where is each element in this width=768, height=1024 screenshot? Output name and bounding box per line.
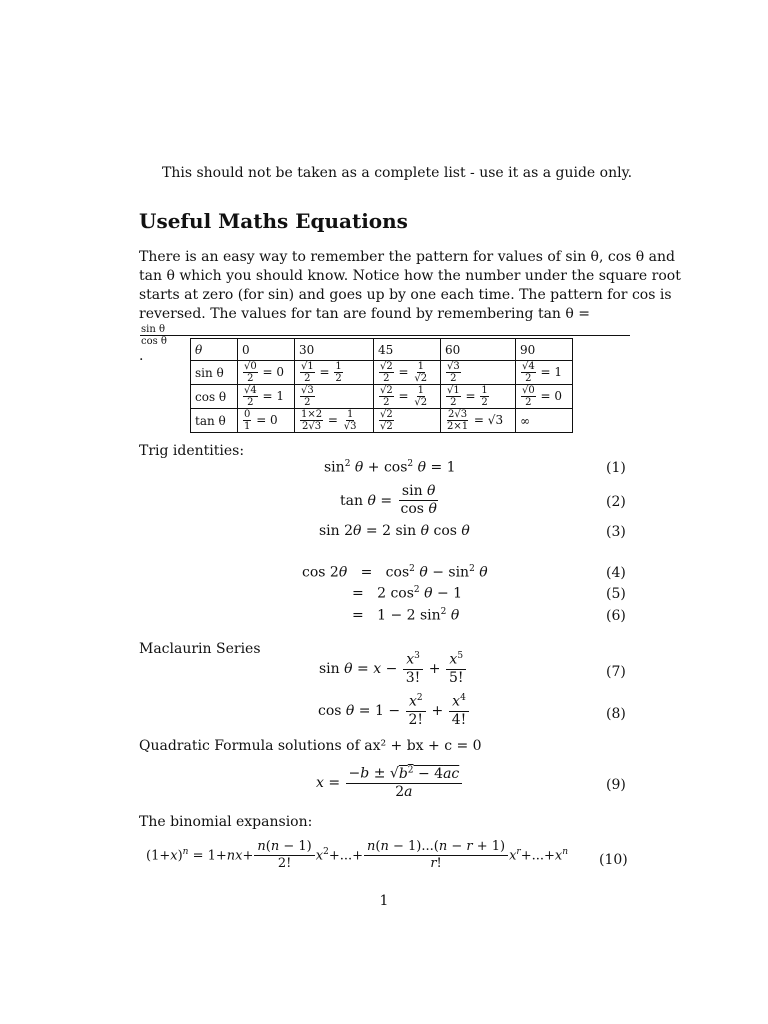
equation-10: $(1+x)^n = 1+nx+$ $\frac{n(n - 1)}{2!}$ $x^2+...+$ $\frac{n(n - 1)...(n - r + 1)}{r!}$ $x^r+...+x^n$	[146, 839, 569, 872]
table-header-cell: 90	[516, 339, 573, 361]
equation-9: x = $\frac{-b \pm √b^2 - 4ac}{2a}$	[316, 766, 463, 800]
table-header-cell: 0	[238, 339, 295, 361]
table-header-cell: 45	[374, 339, 441, 361]
row-label: sin θ	[191, 361, 238, 385]
fraction-denominator: cos θ	[141, 336, 167, 347]
table-cell: ∞	[516, 409, 573, 433]
table-header-cell: 60	[441, 339, 516, 361]
equation-3: sin 2θ = 2 sin θ cos θ	[319, 523, 470, 539]
page-title: Useful Maths Equations	[139, 209, 408, 233]
equation-8: cos θ = 1 − $\frac{x^2}{2!}$ + $\frac{x^4}{4!}$	[318, 694, 470, 728]
table-cell: $\frac{√2}{2}$ = $\frac{1}{√2}$	[374, 361, 441, 385]
equation-number: (5)	[606, 586, 626, 602]
equation-number: (4)	[606, 565, 626, 581]
paragraph-line: reversed. The values for tan are found by remembering tan θ =	[139, 306, 591, 322]
maclaurin-label: Maclaurin Series	[139, 641, 261, 657]
binomial-label: The binomial expansion:	[139, 814, 313, 830]
equation-2: tan θ = $\frac{\text{sin θ}}{\text{cos θ}}$	[340, 483, 437, 518]
table-cell: $\frac{√2}{√2}$	[374, 409, 441, 433]
table-cell: $\frac{√3}{2}$	[295, 385, 374, 409]
table-header-cell: 30	[295, 339, 374, 361]
fraction-numerator: sin θ	[140, 324, 630, 336]
equation-7: sin θ = x − $\frac{x^3}{3!}$ + $\frac{x^5}{5!}$	[319, 652, 468, 686]
page-number: 1	[379, 893, 389, 909]
trig-identities-label: Trig identities:	[139, 443, 245, 459]
row-label: cos θ	[191, 385, 238, 409]
trig-values-table	[190, 338, 573, 433]
intro-note: This should not be taken as a complete list - use it as a guide only.	[162, 165, 633, 181]
equation-6: = 1 − 2 $\sin^2 \theta$	[352, 607, 460, 624]
table-cell: $\frac{0}{1}$ = 0	[238, 409, 295, 433]
table-header-cell: θ	[191, 339, 238, 361]
equation-number: (2)	[606, 494, 626, 510]
table-row	[191, 385, 573, 409]
table-cell: $\frac{√0}{2}$ = 0	[238, 361, 295, 385]
paragraph-line: starts at zero (for sin) and goes up by one each time. The pattern for cos is	[139, 287, 672, 303]
equation-number: (3)	[606, 524, 626, 540]
table-row	[191, 409, 573, 433]
paragraph-line-last: reversed. The values for tan are found by remembering tan θ = sin θ cos θ .	[139, 305, 631, 366]
equation-4: $\cos 2\theta = \cos^2 \theta - \sin^2 \theta$	[302, 564, 488, 581]
paragraph-line: tan θ which you should know. Notice how the number under the square root	[139, 268, 681, 284]
equation-number: (6)	[606, 608, 626, 624]
equation-number: (10)	[599, 852, 628, 868]
equation-number: (8)	[606, 706, 626, 722]
table-cell: $\frac{1\times 2}{2√3}$ = $\frac{1}{√3}$	[295, 409, 374, 433]
equation-number: (7)	[606, 664, 626, 680]
table-cell: $\frac{√4}{2}$ = 1	[516, 361, 573, 385]
equation-1: $\sin^2 \theta + \cos^2 \theta = 1$	[324, 459, 456, 476]
equation-5: = 2 $\cos^2 \theta - 1$	[352, 585, 463, 602]
table-cell: $\frac{√0}{2}$ = 0	[516, 385, 573, 409]
quadratic-label: Quadratic Formula solutions of ax² + bx + c = 0	[139, 738, 482, 754]
row-label: tan θ	[191, 409, 238, 433]
equation-number: (1)	[606, 460, 626, 476]
equation-number: (9)	[606, 777, 626, 793]
table-cell: $\frac{√3}{2}$	[441, 361, 516, 385]
paragraph-line: There is an easy way to remember the pattern for values of sin θ, cos θ and	[139, 249, 675, 265]
table-cell: $\frac{√1}{2}$ = $\frac{1}{2}$	[441, 385, 516, 409]
table-cell: $\frac{√2}{2}$ = $\frac{1}{√2}$	[374, 385, 441, 409]
table-row	[191, 361, 573, 385]
table-cell: $\frac{2√3}{2\times 1}$ = √3	[441, 409, 516, 433]
table-cell: $\frac{√4}{2}$ = 1	[238, 385, 295, 409]
table-cell: $\frac{√1}{2}$ = $\frac{1}{2}$	[295, 361, 374, 385]
table-row	[191, 339, 573, 361]
